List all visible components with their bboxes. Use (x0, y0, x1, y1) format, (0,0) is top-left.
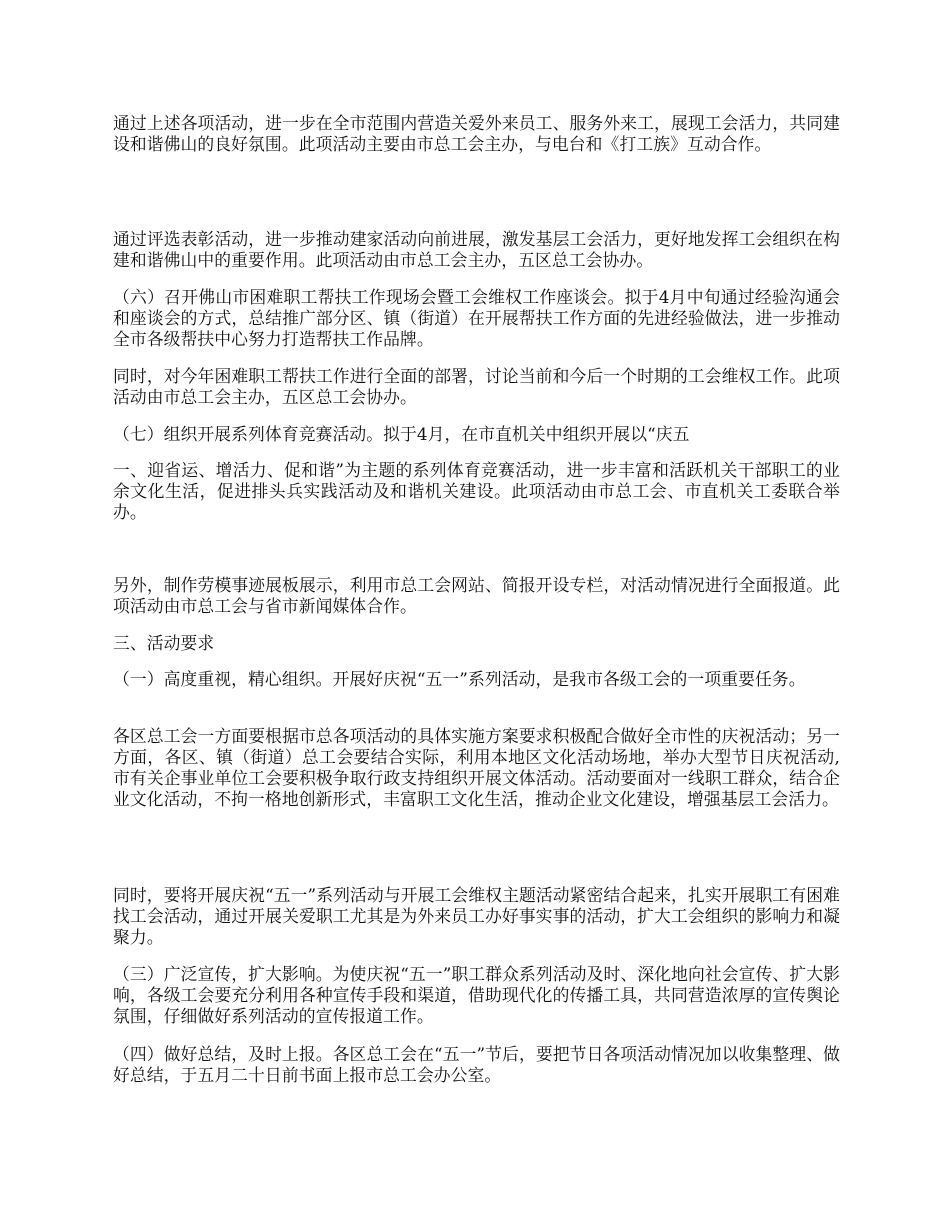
paragraph-5: （七）组织开展系列体育竞赛活动。拟于4月，在市直机关中组织开展以“庆五 (113, 424, 690, 444)
paragraph-12: （四）做好总结，及时上报。各区总工会在“五一”节后，要把节日各项活动情况加以收集整理、做好总结，于五月二十日前书面上报市总工会办公室。 (113, 1044, 840, 1085)
paragraph-1: 通过上述各项活动，进一步在全市范围内营造关爱外来员工、服务外来工，展现工会活力，共同建设和谐佛山的良好氛围。此项活动主要由市总工会主办，与电台和《打工族》互动合作。 (113, 113, 840, 154)
paragraph-9: 各区总工会一方面要根据市总各项活动的具体实施方案要求积极配合做好全市性的庆祝活动；另一方面，各区、镇（街道）总工会要结合实际，利用本地区文化活动场地，举办大型节日庆祝活动,市有关企事业单位工会要积极争取行政支持组织开展文体活动。活动要面对一线职工群众，结合企业文化活动，不拘一格地创新形式，丰富职工文化生活，推动企业文化建设，增强基层工会活力。 (113, 726, 840, 809)
paragraph-2: 通过评选表彰活动，进一步推动建家活动向前进展，激发基层工会活力，更好地发挥工会组织在构建和谐佛山中的重要作用。此项活动由市总工会主办，五区总工会协办。 (113, 229, 840, 270)
paragraph-10: 同时，要将开展庆祝“五一”系列活动与开展工会维权主题活动紧密结合起来，扎实开展职工有困难找工会活动，通过开展关爱职工尤其是为外来员工办好事实事的活动，扩大工会组织的影响力和凝聚力。 (113, 885, 840, 947)
paragraph-3: （六）召开佛山市困难职工帮扶工作现场会暨工会维权工作座谈会。拟于4月中旬通过经验沟通会和座谈会的方式，总结推广部分区、镇（街道）在开展帮扶工作方面的先进经验做法，进一步推动全市各级帮扶中心努力打造帮扶工作品牌。 (113, 287, 840, 349)
section-heading-requirements: 三、活动要求 (113, 633, 215, 653)
paragraph-8: （一）高度重视，精心组织。开展好庆祝“五一”系列活动，是我市各级工会的一项重要任务。 (113, 669, 806, 689)
paragraph-7: 另外，制作劳模事迹展板展示，利用市总工会网站、简报开设专栏，对活动情况进行全面报道。此项活动由市总工会与省市新闻媒体合作。 (113, 575, 840, 616)
paragraph-6: 一、迎省运、增活力、促和谐”为主题的系列体育竞赛活动，进一步丰富和活跃机关干部职工的业余文化生活，促进排头兵实践活动及和谐机关建设。此项活动由市总工会、市直机关工委联合举办。 (113, 460, 840, 522)
paragraph-4: 同时，对今年困难职工帮扶工作进行全面的部署，讨论当前和今后一个时期的工会维权工作。此项活动由市总工会主办，五区总工会协办。 (113, 366, 840, 407)
paragraph-11: （三）广泛宣传，扩大影响。为使庆祝“五一”职工群众系列活动及时、深化地向社会宣传、扩大影响，各级工会要充分利用各种宣传手段和渠道，借助现代化的传播工具，共同营造浓厚的宣传舆论氛围，仔细做好系列活动的宣传报道工作。 (113, 964, 840, 1026)
